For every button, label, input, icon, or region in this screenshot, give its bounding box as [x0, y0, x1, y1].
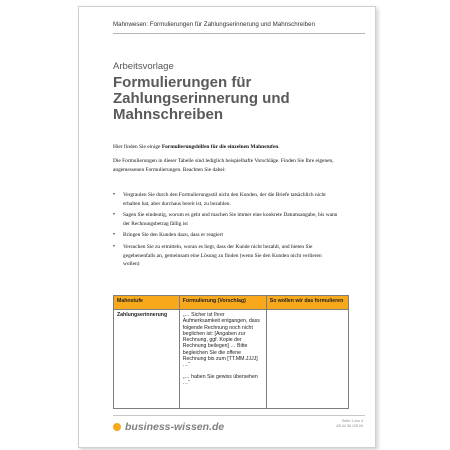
list-item: • Sagen Sie eindeutig, worum es geht und machen Sie immer eine konkrete Datumsangabe, bis wann der Rechnungsbetrag fällig ist [113, 211, 338, 229]
intro-suffix: . [278, 144, 280, 150]
cell-stage: Zahlungserinnerung [114, 310, 180, 409]
column-header-ours: So wollen wir das formulieren [266, 296, 348, 310]
page-header: Mahnwesen: Formulierungen für Zahlungserinnerung und Mahnschreiben [113, 21, 315, 28]
intro-prefix: Hier finden Sie einige [113, 144, 162, 150]
page-info [336, 419, 363, 429]
header-divider [113, 33, 365, 34]
column-header-suggestion: Formulierung (Vorschlag) [179, 296, 266, 310]
intro-text [113, 143, 363, 152]
intro-paragraph: Die Formulierungen in dieser Tabelle sind lediglich beispielhafte Vorschläge. Finden Sie Ihre eigenen, angemessenen Formulierungen. Beachten Sie dabei: [113, 158, 334, 173]
footer-divider [113, 415, 365, 416]
cell-suggestion [179, 310, 266, 409]
list-item: • Vergraulen Sie durch den Formulierungsstil nicht den Kunden, der die Briefe tatsächlich nicht erhalten hat, aber durchaus bereit ist, zu bezahlen. [113, 191, 338, 209]
intro-bold: Formulierungshilfen für die einzelnen Mahnstufen [161, 144, 279, 150]
logo-dot-icon [113, 423, 121, 431]
table-header-row [114, 296, 349, 310]
wording-table [113, 295, 349, 409]
column-header-stage: Mahnstufe [114, 296, 180, 310]
document-title: Formulierungen für Zahlungserinnerung und Mahnschreiben [113, 74, 290, 123]
brand-logo [113, 421, 224, 433]
table-row [114, 310, 349, 409]
document-page [78, 6, 376, 448]
suggestion-text-2: „… haben Sie gewiss übersehen …“ [182, 373, 258, 386]
logo-text: business-wissen.de [125, 421, 225, 433]
list-item: • Versuchen Sie zu ermitteln, woran es liegt, dass der Kunde nicht bezahlt, und bieten Sie gegebenenfalls an, gemeinsam eine Lösung zu finden (wenn Sie den Kunden nicht verlieren wollen) [113, 243, 338, 269]
guidelines-list [113, 191, 338, 272]
suggestion-text-1: „… Sicher ist Ihrer Aufmerksamkeit entgangen, dass folgende Rechnung noch nicht beglichen ist: [Angaben zur Rechnung, ggf. Kopie der Rechnung beilegen] … Bitte begleichen Sie die offene Rechnung bis zum [TT.MM.JJJJ] …“ [182, 312, 260, 369]
cell-ours[interactable] [266, 310, 348, 409]
document-code: AS 42 06 125 04 [336, 424, 363, 428]
page-number: Seite 1 von 4 [342, 419, 363, 423]
list-item: • Bringen Sie den Kunden dazu, dass er reagiert [113, 231, 338, 240]
document-kicker: Arbeitsvorlage [113, 61, 174, 72]
